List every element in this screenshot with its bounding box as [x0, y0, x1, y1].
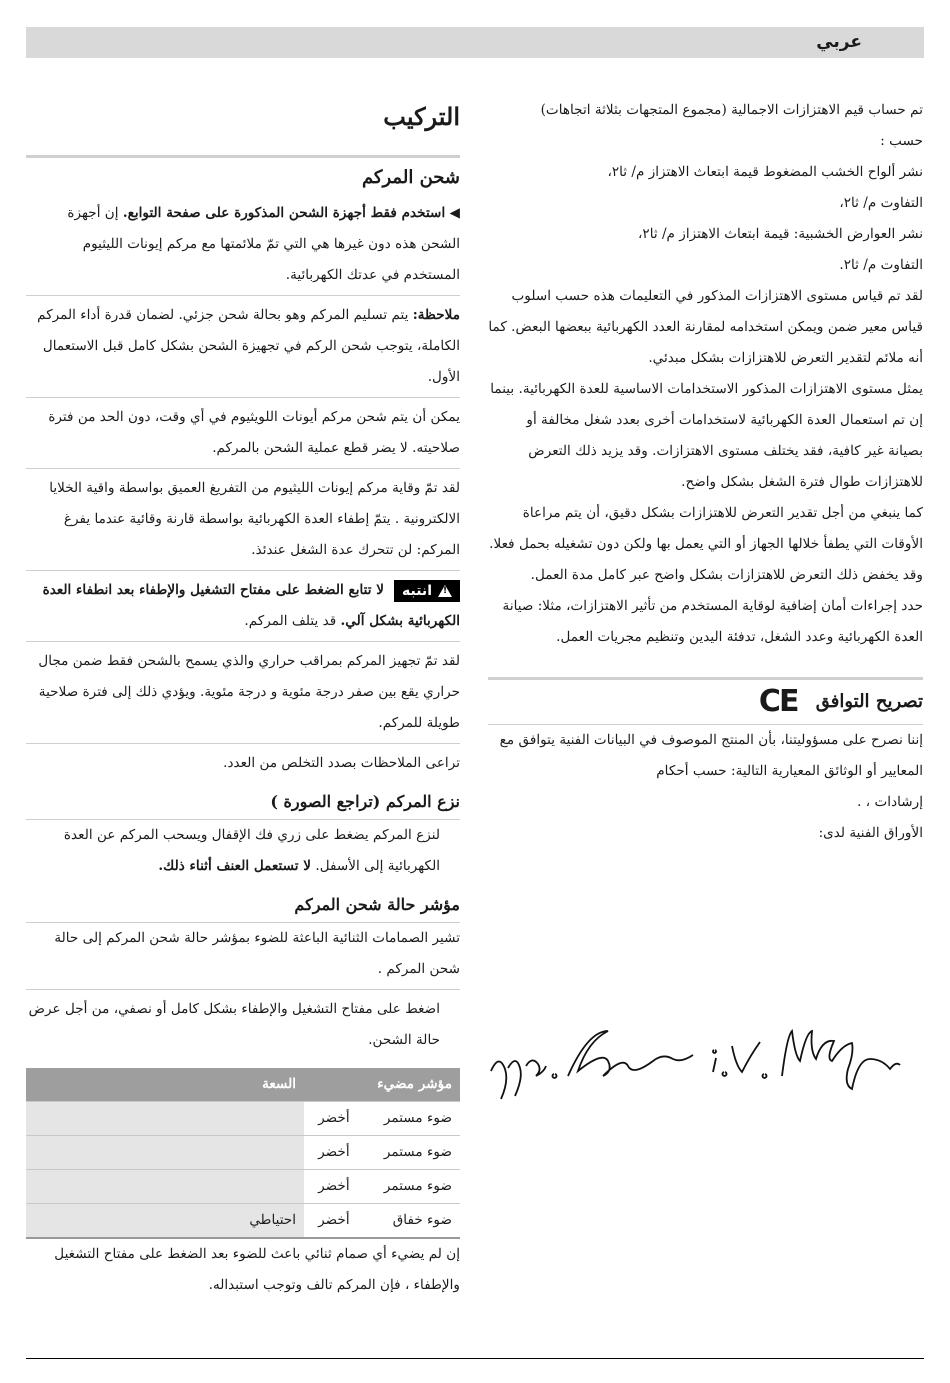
- table-cell-mode: ضوء خفاق: [358, 1204, 460, 1238]
- removal-bold: لا تستعمل العنف أثناء ذلك.: [158, 858, 312, 874]
- para-protection: لقد تمّ وقاية مركم إيونات الليثيوم من التفريغ العميق بواسطة واقية الخلايا الالكترونية . يتمّ إطفاء العدة الكهربائية بواسطة قارنة وقائية عندما يفرغ المركم: لن تتحرك عدة الشغل عندئذ.: [49, 480, 460, 558]
- bullet-triangle-icon: ◀: [445, 205, 460, 221]
- table-cell-capacity: [26, 1136, 304, 1170]
- table-cell-mode: ضوء مستمر: [358, 1136, 460, 1170]
- para-no-led: إن لم يضيء أي صمام ثنائي باعث للضوء بعد الضغط على مفتاح التشغيل والإطفاء ، فإن المركم تالف وتوجب استبداله.: [54, 1246, 460, 1293]
- removal-text: لنزع المركم يضغط على زري فك الإقفال ويسحب المركم عن العدة الكهربائية إلى الأسفل.: [63, 827, 440, 874]
- conformity-directives: إرشادات ، .: [857, 794, 923, 810]
- warning-rest: قد يتلف المركم.: [244, 613, 341, 629]
- left-column: [26, 95, 460, 1301]
- warning-block: [26, 575, 460, 637]
- table-cell-color: أخضر: [304, 1204, 358, 1238]
- table-cell-color: أخضر: [304, 1170, 358, 1204]
- para-measured: لقد تم قياس مستوى الاهتزازات المذكور في التعليمات هذه حسب اسلوب قياس معير ضمن ويمكن استخدامه لمقارنة العدد الكهربائية ببعضها البعض. كما أنه ملائم لتقدير التعرض للاهتزازات بشكل مبدئي.: [488, 288, 923, 366]
- divider-4: [26, 570, 460, 571]
- table-cell-color: أخضر: [304, 1102, 358, 1136]
- conformity-text: إننا نصرح على مسؤوليتنا، بأن المنتج الموصوف في البيانات الفنية يتوافق مع المعايير أو الوثائق المعيارية التالية: حسب أحكام: [499, 732, 923, 779]
- warning-label: انتبه: [402, 582, 432, 599]
- assembly-title: التركيب: [383, 102, 460, 131]
- charge-indicator-table: [26, 1068, 460, 1237]
- table-cell-capacity: احتياطي: [26, 1204, 304, 1238]
- para-disposal: تراعى الملاحظات بصدد التخلص من العدد.: [223, 755, 460, 771]
- indicator-text: تشير الصمامات الثنائية الباعثة للضوء بمؤشر حالة شحن المركم إلى حالة شحن المركم .: [54, 930, 460, 977]
- vibration-per: حسب :: [880, 133, 923, 149]
- note-label: ملاحظة:: [412, 307, 460, 323]
- table-row: [26, 1136, 460, 1170]
- right-column: [488, 95, 923, 849]
- table-row: [26, 1204, 460, 1238]
- conformity-title: تصريح التوافق: [815, 691, 923, 712]
- charging-title: شحن المركم: [361, 167, 460, 188]
- para-safety: حدد إجراءات أمان إضافية لوقاية المستخدم من تأثير الاهتزازات، مثلا: صيانة العدة الكهربائية وعدد الشغل، تدفئة اليدين وتنظيم مجريات العمل.: [502, 598, 923, 645]
- note-text: يتم تسليم المركم وهو بحالة شحن جزئي. لضمان قدرة أداء المركم الكاملة، يتوجب شحن الركم في تجهيزة الشحن بشكل كامل قبل الاستعمال الأول.: [37, 307, 460, 385]
- plywood-line: نشر ألواح الخشب المضغوط قيمة ابتعاث الاهتزاز م/ ثا٢،: [607, 164, 923, 180]
- removal-title: نزع المركم (تراجع الصورة ): [270, 792, 460, 811]
- divider-2: [26, 397, 460, 398]
- table-cell-capacity: [26, 1170, 304, 1204]
- conformity-heading: [488, 680, 923, 724]
- divider-6: [26, 743, 460, 744]
- warning-triangle-icon: [438, 585, 452, 597]
- table-cell-capacity: [26, 1102, 304, 1136]
- language-label: عربي: [816, 32, 862, 52]
- indicator-press: اضغط على مفتاح التشغيل والإطفاء بشكل كامل أو نصفي، من أجل عرض حالة الشحن.: [28, 1001, 440, 1048]
- table-header-indicator: مؤشر مضيء: [358, 1068, 460, 1102]
- warning-text: لا تتابع الضغط على مفتاح التشغيل والإطفاء بعد انطفاء العدة الكهربائية بشكل آلي.: [42, 582, 460, 629]
- divider-1: [26, 295, 460, 296]
- indicator-title: مؤشر حالة شحن المركم: [294, 895, 460, 914]
- vibration-intro: تم حساب قيم الاهتزازات الاجمالية (مجموع المتجهات بثلاثة اتجاهات): [540, 102, 923, 118]
- use-only-rest: إن أجهزة الشحن هذه دون غيرها هي التي تمّ ملائمتها مع مركم إيونات الليثيوم المستخدم في عدتك الكهربائية.: [67, 205, 460, 283]
- divider-9: [26, 989, 460, 990]
- table-header-capacity: السعة: [26, 1068, 304, 1102]
- table-cell-mode: ضوء مستمر: [358, 1102, 460, 1136]
- table-row: [26, 1102, 460, 1136]
- removal-paragraph: [26, 820, 460, 882]
- ce-mark-icon: CE: [758, 684, 798, 719]
- tolerance-line-1: التفاوت م/ ثا٢،: [839, 195, 923, 211]
- divider-5: [26, 641, 460, 642]
- para-estimate: كما ينبغي من أجل تقدير التعرض للاهتزازات بشكل دقيق، أن يتم مراعاة الأوقات التي يطفأ خلالها الجهاز أو التي يعمل بها ولكن دون تشغيله بحمل فعلا. وقد يخفض ذلك التعرض للاهتزازات بشكل واضح عبر كامل مدة العمل.: [489, 505, 923, 583]
- warning-badge: [394, 580, 460, 602]
- signature-image: [486, 1016, 926, 1106]
- para-thermal: لقد تمّ تجهيز المركم بمراقب حراري والذي يسمح بالشحن فقط ضمن مجال حراري يقع بين صفر درجة مئوية و درجة مئوية. ويؤدي ذلك إلى فترة صلاحية طويلة للمركم.: [38, 653, 460, 731]
- tech-docs: الأوراق الفنية لدى:: [818, 825, 923, 841]
- table-row: [26, 1170, 460, 1204]
- divider-3: [26, 468, 460, 469]
- page-bottom-rule: [26, 1358, 924, 1359]
- use-only-bold: استخدم فقط أجهزة الشحن المذكورة على صفحة التوابع.: [122, 205, 446, 221]
- table-cell-color: أخضر: [304, 1136, 358, 1170]
- para-represents: يمثل مستوى الاهتزازات المذكور الاستخدامات الاساسية للعدة الكهربائية. بينما إن تم استعمال العدة الكهربائية لاستخدامات أخرى بعدد شغل مخالفة أو بصيانة غير كافية، فقد يختلف مستوى الاهتزازات. وقد يزيد ذلك التعرض للاهتزازات طوال فترة الشغل بشكل واضح.: [490, 381, 923, 490]
- note-paragraph: [26, 300, 460, 393]
- table-header-spacer: [304, 1068, 358, 1102]
- beams-line: نشر العوارض الخشبية: قيمة ابتعاث الاهتزاز م/ ثا٢،: [638, 226, 923, 242]
- language-header-bar: [26, 27, 924, 58]
- table-header-row: [26, 1068, 460, 1102]
- table-cell-mode: ضوء مستمر: [358, 1170, 460, 1204]
- tolerance-line-2: التفاوت م/ ثا٢.: [839, 257, 923, 273]
- para-anytime: يمكن أن يتم شحن مركم أيونات اللويثيوم في أي وقت، دون الحد من فترة صلاحيته. لا يضر قطع عملية الشحن بالمركم.: [48, 409, 460, 456]
- use-only-chargers: [26, 198, 460, 291]
